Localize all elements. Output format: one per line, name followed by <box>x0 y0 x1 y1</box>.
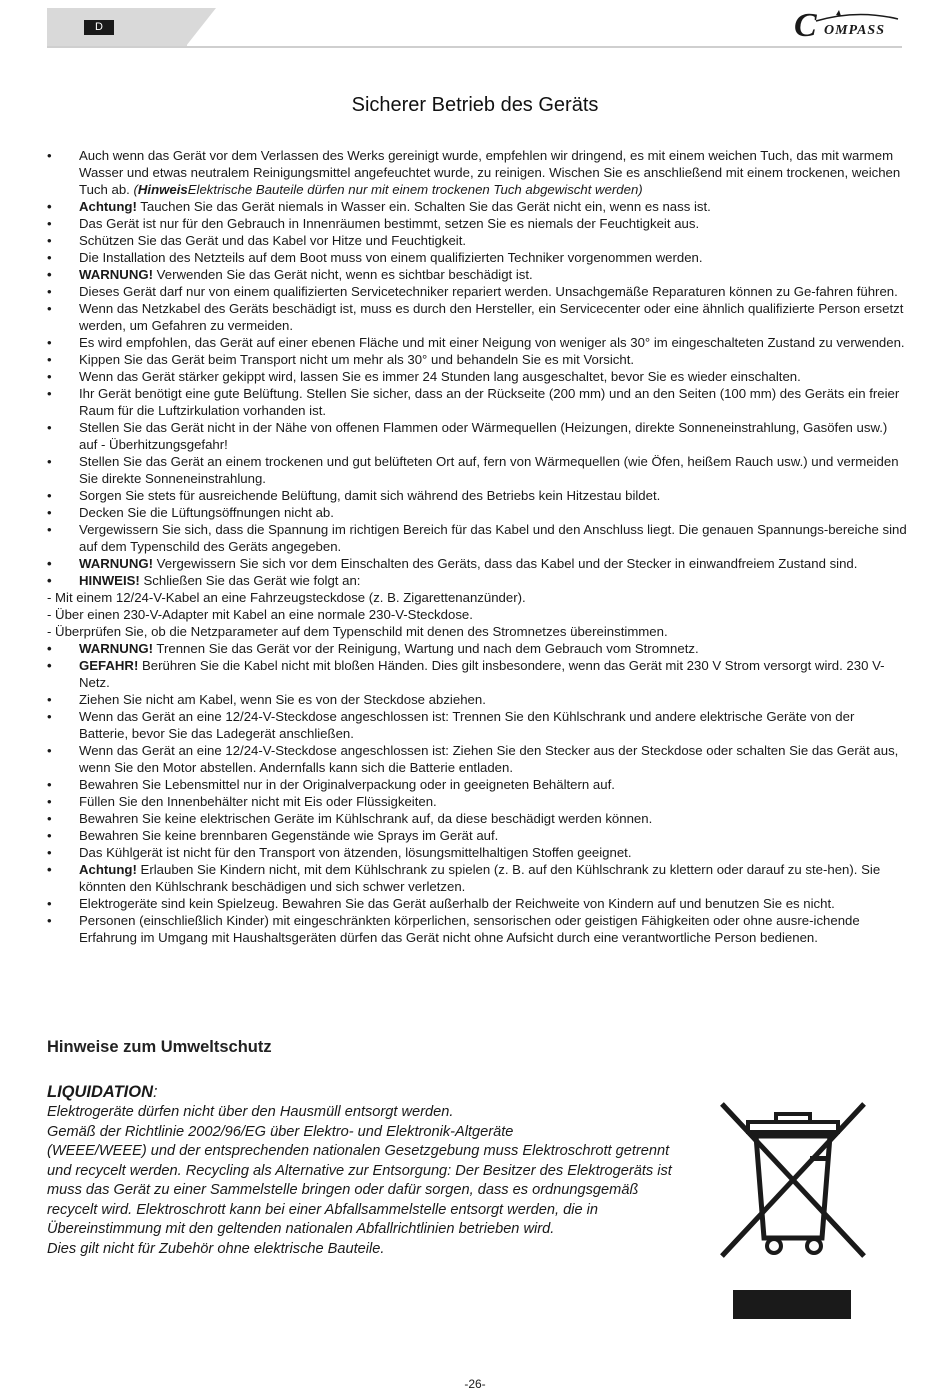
bullet-item <box>47 521 907 555</box>
language-badge: D <box>84 20 114 35</box>
liquidation-line: Übereinstimmung mit den geltenden nationalen Abfallrichtlinien betrieben wird. <box>47 1221 555 1237</box>
liquidation-line: Gemäß der Richtlinie 2002/96/EG über Elektro- und Elektronik-Altgeräte <box>47 1123 514 1140</box>
bullet-text: Schließen Sie das Gerät wie folgt an: <box>139 573 361 588</box>
crossed-bin-icon <box>718 1100 868 1260</box>
bullet-text: Erlauben Sie Kindern nicht, mit dem Kühlschrank zu spielen (z. B. auf den Kühlschrank zu klettern oder darauf zu ste-hen). Sie könnten den Kühlschrank beschädigen und sich schwer verletzen. <box>79 862 881 894</box>
page-title: Sicherer Betrieb des Geräts <box>351 94 599 116</box>
bullet-item <box>47 351 907 368</box>
bullet-emphasis: WARNUNG! <box>79 267 153 282</box>
bullet-text: Wenn das Gerät an eine 12/24-V-Steckdose angeschlossen ist: Ziehen Sie den Stecker aus der Steckdose oder schalten Sie das Gerät aus, wenn Sie den Motor abstellen. Andernfalls kann sich die Batterie entladen. <box>79 743 899 775</box>
bullet-note-label: Hinweis <box>137 182 188 197</box>
bullet-text: Trennen Sie das Gerät vor der Reinigung, Wartung und nach dem Gebrauch vom Stromnetz. <box>153 641 699 656</box>
bullet-text: Stellen Sie das Gerät an einem trockenen und gut belüfteten Ort auf, fern von Wärmequellen (wie Öfen, heißem Rauch usw.) und vermeiden Sie direkte Sonneneinstrahlung. <box>79 454 899 486</box>
bullet-emphasis: Achtung! <box>79 199 137 214</box>
liquidation-title-colon: : <box>153 1083 158 1101</box>
bullet-item <box>47 895 907 912</box>
bullet-item <box>47 385 907 419</box>
bullet-text: Wenn das Gerät an eine 12/24-V-Steckdose angeschlossen ist: Trennen Sie den Kühlschrank und andere elektrische Geräte von der Batterie, bevor Sie das Ladegerät anschließen. <box>79 709 855 741</box>
bullet-text: Bewahren Sie Lebensmittel nur in der Originalverpackung oder in geeigneten Behältern auf. <box>79 777 615 792</box>
bullet-text: Elektrogeräte sind kein Spielzeug. Bewahren Sie das Gerät außerhalb der Reichweite von Kindern auf und benutzen Sie es nicht. <box>79 896 835 911</box>
bullet-item <box>47 283 907 300</box>
bullet-text: Auch wenn das Gerät vor dem Verlassen des Werks gereinigt wurde, empfehlen wir dringend, es mit einem weichen Tuch, das mit warmem Wasser und etwas neutralem Reinigungsmittel angefeuchtet wurde, zu reinigen. Wischen Sie es anschließend mit einem trockenen, weichen Tuch ab. <box>79 148 901 197</box>
weee-bar <box>733 1290 851 1319</box>
bullet-emphasis: WARNUNG! <box>79 556 153 571</box>
bullet-text: Es wird empfohlen, das Gerät auf einer ebenen Fläche und mit einer Neigung von weniger als 30° im eingeschalteten Zustand zu verwenden. <box>79 335 905 350</box>
bullet-item <box>47 776 907 793</box>
bullet-item <box>47 844 907 861</box>
bullet-item <box>47 504 907 521</box>
bullet-item <box>47 368 907 385</box>
bullet-item <box>47 861 907 895</box>
header-rule <box>47 46 902 48</box>
bullet-item <box>47 487 907 504</box>
bullet-item <box>47 810 907 827</box>
bullet-item <box>47 198 907 215</box>
bullet-item <box>47 742 907 776</box>
bullet-emphasis: Achtung! <box>79 862 137 877</box>
bullet-text: Decken Sie die Lüftungsöffnungen nicht ab. <box>79 505 334 520</box>
bullet-item <box>47 215 907 232</box>
bullet-emphasis: HINWEIS! <box>79 573 140 588</box>
bullet-item <box>47 623 907 640</box>
liquidation-line: muss das Gerät zu einer Sammelstelle bringen oder dafür sorgen, dass es ordnungsgemäß <box>47 1182 639 1198</box>
liquidation-title <box>47 1083 158 1102</box>
safety-bullet-list <box>47 147 907 946</box>
liquidation-line: Dies gilt nicht für Zubehör ohne elektrische Bauteile. <box>47 1240 385 1257</box>
bullet-text: Ziehen Sie nicht am Kabel, wenn Sie es von der Steckdose abziehen. <box>79 692 486 707</box>
bullet-item <box>47 589 907 606</box>
bullet-text: Sorgen Sie stets für ausreichende Belüftung, damit sich während des Betriebs kein Hitzestau bildet. <box>79 488 661 503</box>
bullet-text: Das Kühlgerät ist nicht für den Transport von ätzenden, lösungsmittelhaltigen Stoffen geeignet. <box>79 845 632 860</box>
bullet-text: - Überprüfen Sie, ob die Netzparameter auf dem Typenschild mit denen des Stromnetzes übereinstimmen. <box>47 624 668 639</box>
bullet-text: Vergewissern Sie sich vor dem Einschalten des Geräts, dass das Kabel und der Stecker in einwandfreiem Zustand sind. <box>153 556 858 571</box>
bullet-item <box>47 453 907 487</box>
bullet-text: Kippen Sie das Gerät beim Transport nicht um mehr als 30° und behandeln Sie es mit Vorsicht. <box>79 352 635 367</box>
liquidation-line: recycelt wird. Elektroschrott kann bei einer Abfallsammelstelle entsorgt werden, die in <box>47 1201 599 1218</box>
bullet-item <box>47 147 907 198</box>
bullet-item <box>47 793 907 810</box>
bullet-item <box>47 572 907 589</box>
bullet-item <box>47 640 907 657</box>
bullet-text: Dieses Gerät darf nur von einem qualifizierten Servicetechniker repariert werden. Unsachgemäße Reparaturen können zu Ge-fahren führen. <box>79 284 898 299</box>
bullet-item <box>47 555 907 572</box>
bullet-text: Ihr Gerät benötigt eine gute Belüftung. Stellen Sie sicher, dass an der Rückseite (200 mm) und an den Seiten (100 mm) des Geräts ein freier Raum für die Luftzirkulation vorhanden ist. <box>79 386 900 418</box>
liquidation-line: Elektrogeräte dürfen nicht über den Hausmüll entsorgt werden. <box>47 1104 454 1120</box>
bullet-item <box>47 266 907 283</box>
bullet-item <box>47 606 907 623</box>
bullet-text: - Mit einem 12/24-V-Kabel an eine Fahrzeugsteckdose (z. B. Zigarettenanzünder). <box>47 590 526 605</box>
bullet-text: Die Installation des Netzteils auf dem Boot muss von einem qualifizierten Techniker vorgenommen werden. <box>79 250 703 265</box>
bullet-item <box>47 249 907 266</box>
bullet-text: Personen (einschließlich Kinder) mit eingeschränkten körperlichen, sensorischen oder geistigen Fähigkeiten oder ohne ausre-ichende Erfahrung im Umgang mit Haushaltsgeräten dürfen das Gerät nicht ohne Aufsicht durch eine verantwortliche Person bedienen. <box>79 913 860 945</box>
logo-initial: C <box>794 7 817 44</box>
bullet-text: Bewahren Sie keine brennbaren Gegenstände wie Sprays im Gerät auf. <box>79 828 499 843</box>
bullet-item <box>47 827 907 844</box>
section-title: Hinweise zum Umweltschutz <box>47 1038 272 1056</box>
bullet-text: Wenn das Netzkabel des Geräts beschädigt ist, muss es durch den Hersteller, ein Servicecenter oder eine ähnlich qualifizierte Person ersetzt werden, um Gefahren zu vermeiden. <box>79 301 904 333</box>
liquidation-line: und recycelt werden. Recycling als Alternative zur Entsorgung: Der Besitzer des Elektrogeräts ist <box>47 1162 672 1179</box>
bullet-item <box>47 657 907 691</box>
bullet-text: Verwenden Sie das Gerät nicht, wenn es sichtbar beschädigt ist. <box>153 267 533 282</box>
bullet-text: Das Gerät ist nur für den Gebrauch in Innenräumen bestimmt, setzen Sie es niemals der Feuchtigkeit aus. <box>79 216 700 231</box>
logo-text: OMPASS <box>824 23 885 38</box>
bullet-text: Berühren Sie die Kabel nicht mit bloßen Händen. Dies gilt insbesondere, wenn das Gerät mit 230 V Strom versorgt wird. 230 V-Netz. <box>79 658 885 690</box>
bullet-text: Schützen Sie das Gerät und das Kabel vor Hitze und Feuchtigkeit. <box>79 233 467 248</box>
bullet-note: Elektrische Bauteile dürfen nur mit einem trockenen Tuch abgewischt werden) <box>187 182 643 197</box>
bullet-item <box>47 334 907 351</box>
header-tab <box>47 8 187 46</box>
bullet-text: Stellen Sie das Gerät nicht in der Nähe von offenen Flammen oder Wärmequellen (Heizungen, direkte Sonneneinstrahlung, Gasöfen usw.) auf - Überhitzungsgefahr! <box>79 420 888 452</box>
bullet-text: Bewahren Sie keine elektrischen Geräte im Kühlschrank auf, da diese beschädigt werden können. <box>79 811 653 826</box>
bullet-item <box>47 912 907 946</box>
bullet-item <box>47 419 907 453</box>
liquidation-line: (WEEE/WEEE) und der entsprechenden nationalen Gesetzgebung muss Elektroschrott getrennt <box>47 1143 670 1159</box>
liquidation-text <box>47 1103 747 1259</box>
liquidation-title-text: LIQUIDATION <box>47 1083 154 1101</box>
bullet-text: - Über einen 230-V-Adapter mit Kabel an eine normale 230-V-Steckdose. <box>47 607 473 622</box>
bullet-item <box>47 708 907 742</box>
bullet-text: Tauchen Sie das Gerät niemals in Wasser ein. Schalten Sie das Gerät nicht ein, wenn es nass ist. <box>136 199 711 214</box>
bullet-item <box>47 691 907 708</box>
bullet-text: Wenn das Gerät stärker gekippt wird, lassen Sie es immer 24 Stunden lang ausgeschaltet, bevor Sie es wieder einschalten. <box>79 369 801 384</box>
bullet-note-prefix: ( <box>133 182 138 197</box>
bullet-emphasis: GEFAHR! <box>79 658 139 673</box>
bullet-text: Füllen Sie den Innenbehälter nicht mit Eis oder Flüssigkeiten. <box>79 794 437 809</box>
bullet-text: Vergewissern Sie sich, dass die Spannung im richtigen Bereich für das Kabel und den Anschluss liegt. Die genauen Spannungs-bereiche sind auf dem Typenschild des Geräts angegeben. <box>79 522 907 554</box>
header-tab-slant <box>186 8 216 46</box>
bullet-emphasis: WARNUNG! <box>79 641 153 656</box>
compass-logo <box>794 8 904 44</box>
bullet-item <box>47 232 907 249</box>
page-number: -26- <box>464 1377 486 1391</box>
bullet-item <box>47 300 907 334</box>
